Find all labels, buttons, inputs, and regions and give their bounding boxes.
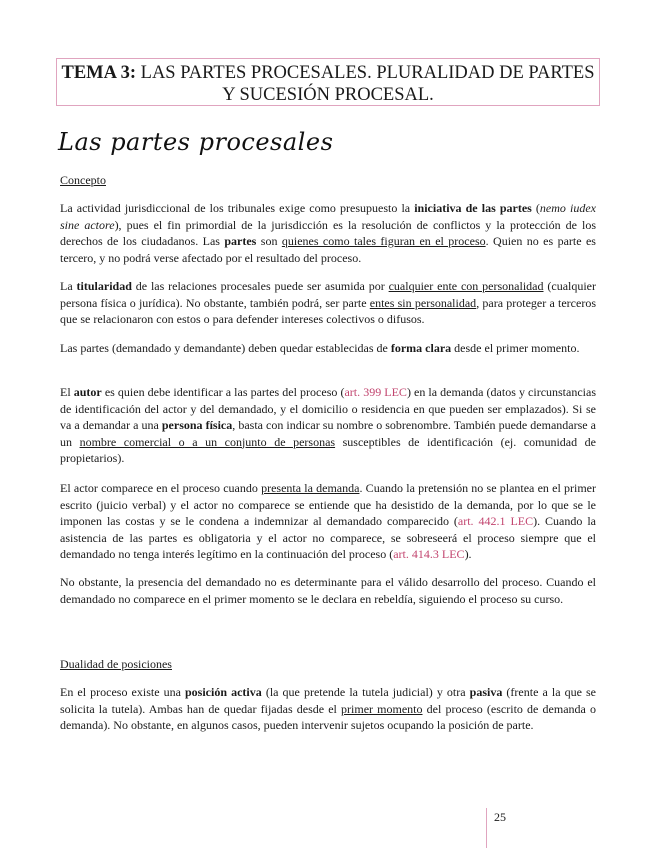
page-number-divider [486, 808, 487, 848]
text: ), pues el fin primordial de la jurisdicción es la resolución de conflictos y la protección de los derechos de los ciudadanos. Las [60, 217, 596, 248]
text-underlined: cualquier ente con personalidad [388, 279, 544, 293]
text-underlined: entes sin personalidad [369, 295, 477, 310]
text: , para proteger a terceros que se relacionaron con estos o para defender intereses colectivos o difusos. [60, 295, 596, 326]
text: (la que pretende la tutela judicial) y otra [261, 685, 470, 699]
text: (cualquier persona física o jurídica). No obstante, también podrá, ser parte [60, 279, 597, 310]
paragraph-5 [60, 480, 596, 563]
subheading-dualidad: Dualidad de posiciones [60, 657, 172, 671]
paragraph-3 [60, 340, 596, 357]
chapter-title-text: LAS PARTES PROCESALES. PLURALIDAD DE PARTES Y SUCESIÓN PROCESAL. [136, 63, 595, 105]
text-bold: forma clara [390, 341, 452, 355]
text: ( [531, 201, 540, 215]
text-underlined: nombre comercial o a un conjunto de personas [79, 434, 336, 449]
text-bold: partes [224, 234, 257, 248]
page-number: 25 [494, 810, 506, 824]
text: ). [464, 547, 472, 561]
text-bold: autor [73, 385, 102, 399]
text: son [256, 234, 282, 248]
text: La [60, 279, 77, 293]
section-heading: Las partes procesales [58, 128, 334, 156]
text: ) en la demanda (datos y circunstancias de identificación del actor y del demandado, y el domicilio o residencia en que pueden ser emplazados). Si se va a demandar a una [60, 385, 597, 432]
text: La actividad jurisdiccional de los tribunales exige como presupuesto la [60, 201, 415, 215]
law-reference: art. 414.3 LEC [393, 547, 465, 561]
text: El actor comparece en el proceso cuando [60, 481, 262, 495]
text: susceptibles de identificación (ej. comunidad de propietarios). [60, 434, 597, 465]
text: de las relaciones procesales puede ser asumida por [131, 279, 389, 293]
law-reference: art. 442.1 LEC [457, 514, 534, 528]
text-bold: iniciativa de las partes [414, 201, 532, 215]
text-underlined: presenta la demanda [261, 481, 360, 495]
text: . Cuando la pretensión no se plantea en el primer escrito (juicio verbal) y el actor no comparece se entiende que ha desistido de la demanda, por lo que se le imponen las costas y se le condena a indemnizar al demandado comparecido ( [60, 481, 596, 528]
paragraph-7 [60, 684, 596, 734]
paragraph-2 [60, 278, 596, 328]
text-underlined: quienes como tales figuran en el proceso [281, 234, 486, 248]
text: del proceso (escrito de demanda o demanda). No obstante, en algunos casos, pueden intervenir sujetos ocupando la posición de parte. [60, 701, 596, 732]
text-bold: posición activa [185, 685, 262, 699]
paragraph-1 [60, 200, 596, 266]
text: Las partes (demandado y demandante) deben quedar establecidas de [60, 341, 391, 355]
paragraph-6: No obstante, la presencia del demandado no es determinante para el válido desarrollo del proceso. Cuando el demandado no comparece en el primer momento se le declara en rebeldía, siguiendo el proceso su curso. [60, 575, 596, 606]
subheading-concepto: Concepto [60, 173, 106, 187]
text: , basta con indicar su nombre o sobrenombre. También puede demandarse a un [60, 418, 596, 449]
paragraph-4 [60, 384, 596, 467]
text: . Quien no es parte es tercero, y no podrá verse afectado por el resultado del proceso. [60, 234, 596, 265]
text-bold: titularidad [76, 279, 132, 293]
text: es quien debe identificar a las partes del proceso ( [101, 385, 345, 399]
chapter-title-bold: TEMA 3: [61, 63, 137, 83]
text: desde el primer momento. [451, 341, 580, 355]
text-italic: nemo iudex sine actore [60, 201, 596, 232]
text: ). Cuando la asistencia de las partes es obligatoria y el actor no comparece, se sobreseerá el proceso siempre que el demandado no tenga interés legítimo en la continuación del proceso ( [60, 514, 596, 561]
text-bold: persona física [161, 418, 233, 432]
law-reference: art. 399 LEC [344, 385, 407, 399]
text-underlined: primer momento [341, 701, 423, 716]
chapter-title [56, 58, 600, 106]
text-bold: pasiva [469, 685, 503, 699]
text: En el proceso existe una [60, 685, 185, 699]
text: (frente a la que se solicita la tutela). Ambas han de quedar fijadas desde el [60, 685, 597, 716]
text: El [60, 385, 74, 399]
